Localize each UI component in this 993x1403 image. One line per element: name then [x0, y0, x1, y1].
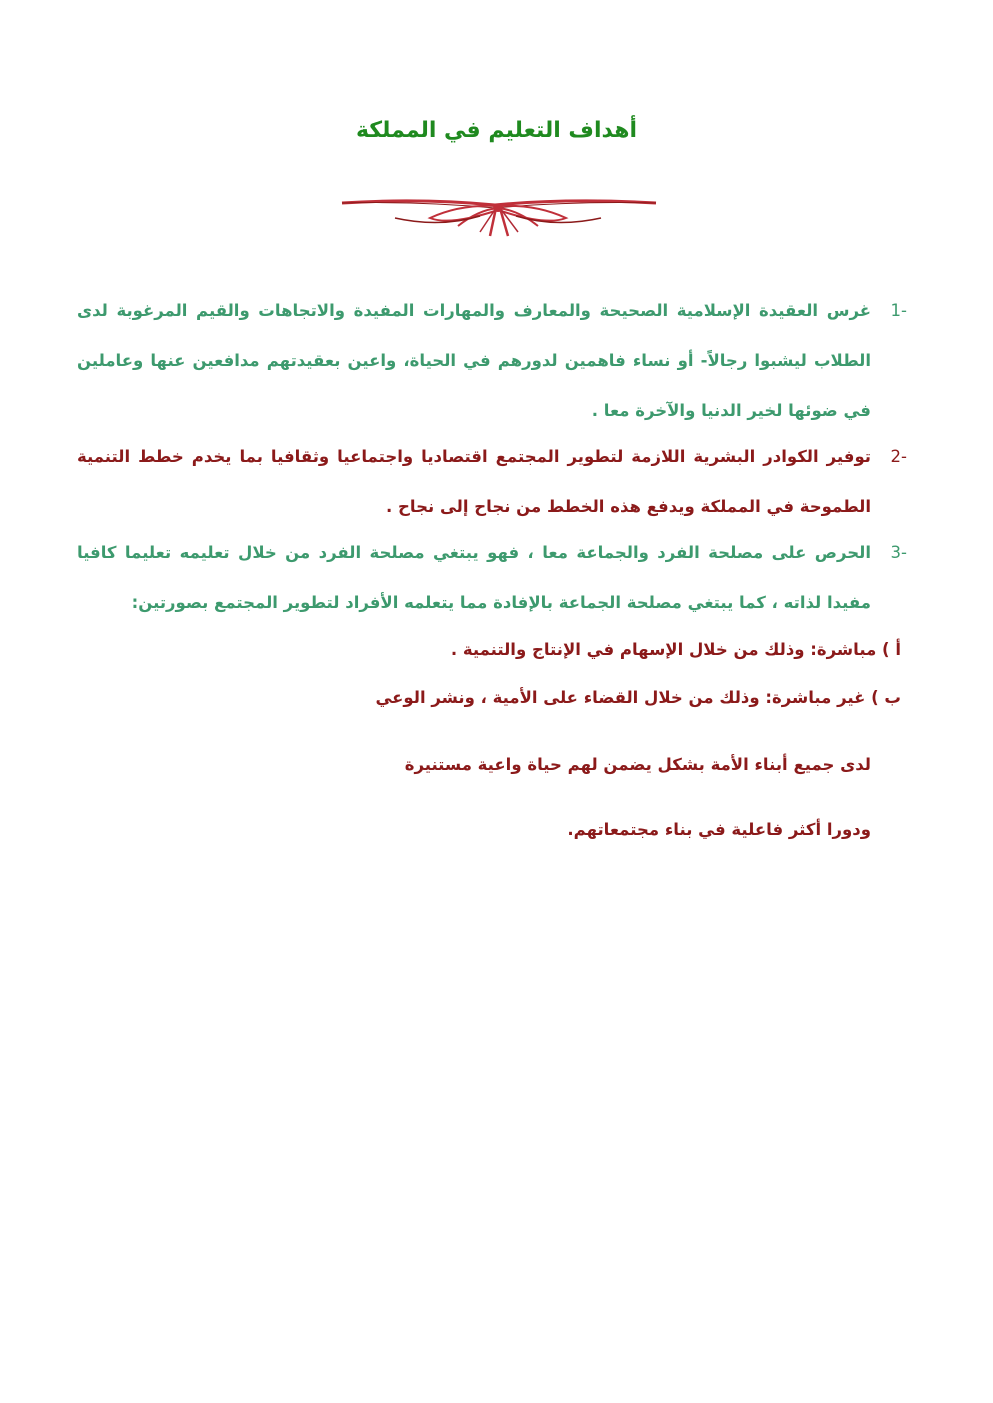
sub-item-label: ب ) — [871, 688, 901, 707]
goal-text: توفير الكوادر البشرية اللازمة لتطوير المجتمع اقتصاديا واجتماعيا وثقافيا بما يخدم خطط التنمية الطموحة في المملكة ويدفع هذه الخطط من نجاح إلى نجاح . — [77, 447, 871, 516]
sub-item-a — [451, 640, 901, 659]
goal-text: الحرص على مصلحة الفرد والجماعة معا ، فهو يبتغي مصلحة الفرد من خلال تعليمه تعليما كافيا مفيدا لذاته ، كما يبتغي مصلحة الجماعة بالإفادة مما يتعلمه الأفراد لتطوير المجتمع بصورتين: — [77, 543, 871, 612]
goal-text: غرس العقيدة الإسلامية الصحيحة والمعارف والمهارات المفيدة والاتجاهات والقيم المرغوبة لدى الطلاب ليشبوا رجالاً- أو نساء فاهمين لدورهم في الحياة، واعين بعقيدتهم مدافعين عنها وعاملين في ضوئها لخير الدنيا والآخرة معا . — [77, 301, 871, 420]
goal-number: 3- — [890, 543, 907, 562]
goal-number: 1- — [890, 301, 907, 320]
goal-item-2 — [77, 432, 907, 532]
goal-number: 2- — [890, 447, 907, 466]
page-title: أهداف التعليم في المملكة — [355, 118, 638, 143]
sub-item-text: غير مباشرة: وذلك من خلال القضاء على الأمية ، ونشر الوعي — [375, 688, 866, 707]
sub-item-text: مباشرة: وذلك من خلال الإسهام في الإنتاج والتنمية . — [450, 640, 877, 659]
continuation-line-2: ودورا أكثر فاعلية في بناء مجتمعاتهم. — [567, 820, 871, 839]
goal-item-1 — [77, 286, 907, 436]
sub-item-b — [375, 688, 901, 707]
sub-item-label: أ ) — [882, 640, 901, 659]
goal-item-3 — [77, 528, 907, 628]
continuation-line-1: لدى جميع أبناء الأمة بشكل يضمن لهم حياة واعية مستنيرة — [404, 755, 871, 774]
ribbon-divider-icon — [340, 196, 658, 240]
